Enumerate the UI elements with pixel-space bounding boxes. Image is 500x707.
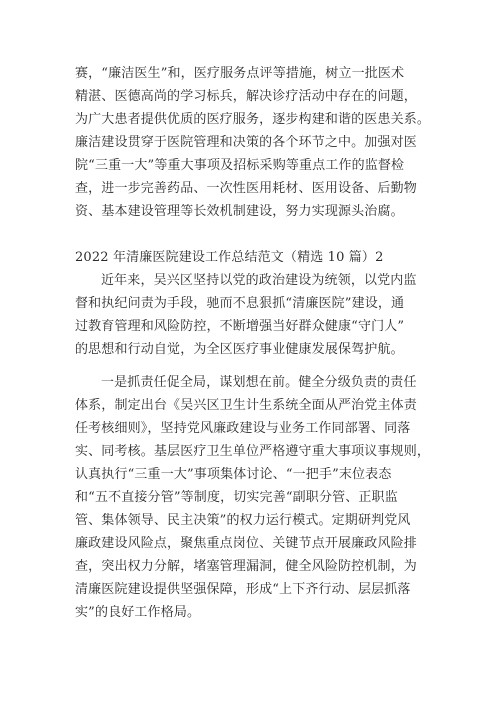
text-line: 廉政建设风险点，聚焦重点岗位、关键节点开展廉政风险排 (75, 536, 417, 551)
text-line: 管、集体领导、民主决策”的权力运行模式。定期研判党风 (75, 513, 411, 528)
text-line: 近年来，吴兴区坚持以党的政治建设为统领，以党内监 (101, 273, 417, 288)
text-line: 体系，制定出台《吴兴区卫生计生系统全面从严治党主体责 (75, 398, 417, 413)
text-line: 实、同考核。基层医疗卫生单位严格遵守重大事项议事规则， (75, 444, 431, 459)
text-line: 院“三重一大”等重大事项及招标采购等重点工作的监督检 (75, 158, 405, 173)
text-line: 赛，“廉洁医生”和，医疗服务点评等措施，树立一批医术 (75, 66, 405, 81)
text-line: 精湛、医德高尚的学习标兵，解决诊疗活动中存在的问题， (75, 89, 417, 104)
text-line: 资、基本建设管理等长效机制建设，努力实现源头治腐。 (75, 204, 404, 219)
text-line: 认真执行“三重一大”事项集体讨论、“一把手”末位表态 (75, 467, 392, 482)
text-line: 一是抓责任促全局，谋划想在前。健全分级负责的责任 (101, 375, 417, 390)
text-line: 实”的良好工作格局。 (75, 605, 201, 620)
section-title: 2022 年清廉医院建设工作总结范文（精选 10 篇）2 (75, 250, 384, 265)
text-line: 查，进一步完善药品、一次性医用耗材、医用设备、后勤物 (75, 181, 417, 196)
text-line: 的思想和行动自觉，为全区医疗事业健康发展保驾护航。 (75, 342, 404, 357)
text-line: 查，突出权力分解，堵塞管理漏洞，健全风险防控机制，为 (75, 559, 417, 574)
text-line: 廉洁建设贯穿于医院管理和决策的各个环节之中。加强对医 (75, 135, 417, 150)
text-line: 为广大患者提供优质的医疗服务，逐步构建和谐的医患关系。 (75, 112, 431, 127)
text-line: 督和执纪问责为手段，驰而不息狠抓“清廉医院”建设，通 (75, 296, 405, 311)
text-line: 任考核细则》，坚持党风廉政建设与业务工作同部署、同落 (75, 421, 411, 436)
text-line: 和“五不直接分管”等制度，切实完善“副职分管、正职监 (75, 490, 398, 505)
text-line: 过教育管理和风险防控，不断增强当好群众健康“守门人” (75, 319, 405, 334)
text-line: 清廉医院建设提供坚强保障，形成“上下齐行动、层层抓落 (75, 582, 411, 597)
